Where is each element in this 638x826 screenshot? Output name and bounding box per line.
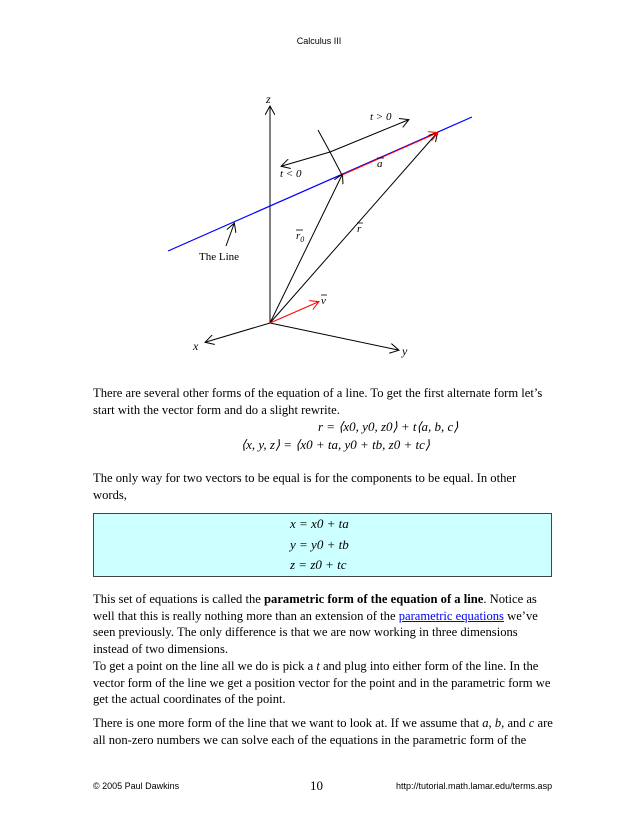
- paragraph-5: [93, 715, 553, 748]
- p5-post: are all non-zero numbers we can solve each of the equations in the parametric form of the: [93, 716, 553, 747]
- t-bracket-left: [318, 130, 330, 152]
- blue-line: [168, 117, 472, 251]
- page-header: Calculus III: [296, 36, 342, 46]
- t-negative-arrow: [282, 152, 330, 166]
- line-label-pointer: [226, 224, 234, 246]
- z-axis-label: z: [266, 92, 271, 106]
- p5-a: a: [482, 716, 489, 730]
- t-positive-arrow: [330, 120, 408, 152]
- y-axis-label: y: [402, 344, 408, 358]
- p4-post: and plug into either form of the line. In the vector form of the line we get a position vector for the point and in the parametric form we get the actual coordinates of the point.: [93, 659, 551, 706]
- v-label: v: [321, 295, 326, 307]
- page-number: 10: [310, 778, 323, 793]
- p4-pre: To get a point on the line all we do is pick a: [93, 659, 317, 673]
- a-vector: [342, 133, 437, 175]
- x-axis-label: x: [193, 339, 199, 353]
- vector-form-equation: r = ⟨x0, y0, z0⟩ + t⟨a, b, c⟩: [318, 419, 459, 434]
- line-figure: [0, 0, 638, 380]
- t-negative-label: t < 0: [280, 168, 302, 180]
- p5-sep2: , and: [501, 716, 529, 730]
- component-form-equation: ⟨x, y, z⟩ = ⟨x0 + ta, y0 + tb, z0 + tc⟩: [241, 437, 430, 452]
- line-label: The Line: [199, 251, 240, 263]
- p5-sep1: ,: [488, 716, 495, 730]
- p4-t: t: [316, 659, 320, 673]
- p3-post: we’ve seen previously. The only difference is that we are now working in three dimensions instead of two dimensions.: [93, 608, 538, 656]
- r0-label: $r_0$: [296, 230, 305, 244]
- paragraph-4: [93, 658, 553, 708]
- p3-pre: This set of equations is called the: [93, 592, 265, 606]
- a-label: a: [377, 158, 383, 170]
- x-axis: [206, 323, 270, 342]
- y-axis: [270, 323, 398, 350]
- r0-vector: [270, 175, 342, 323]
- paragraph-1: There are several other forms of the equation of a line. To get the first alternate form let’s start with the vector form and do a slight rewrite.: [93, 386, 543, 417]
- t-bracket-right: [330, 152, 342, 175]
- paragraph-2: The only way for two vectors to be equal is for the components to be equal. In other words,: [93, 471, 517, 502]
- r-label: r: [357, 223, 362, 235]
- t-positive-label: t > 0: [370, 111, 392, 123]
- parametric-equations-link[interactable]: parametric equations: [398, 608, 504, 623]
- parametric-form-term: parametric form of the equation of a line: [264, 592, 484, 606]
- r-vector: [270, 133, 437, 323]
- p5-pre: There is one more form of the line that we want to look at. If we assume that: [93, 716, 483, 730]
- footer-url[interactable]: http://tutorial.math.lamar.edu/terms.asp: [396, 781, 553, 791]
- v-vector: [270, 302, 318, 323]
- footer-copyright: © 2005 Paul Dawkins: [93, 781, 180, 791]
- z-parametric-equation: z = z0 + tc: [290, 557, 347, 572]
- paragraph-3: [93, 591, 553, 657]
- p3-mid: . Notice as well that this is really nothing more than an extension of the: [93, 592, 537, 623]
- x-parametric-equation: x = x0 + ta: [290, 516, 349, 531]
- p5-b: b: [494, 716, 502, 730]
- p5-c: c: [528, 716, 535, 730]
- y-parametric-equation: y = y0 + tb: [290, 537, 349, 552]
